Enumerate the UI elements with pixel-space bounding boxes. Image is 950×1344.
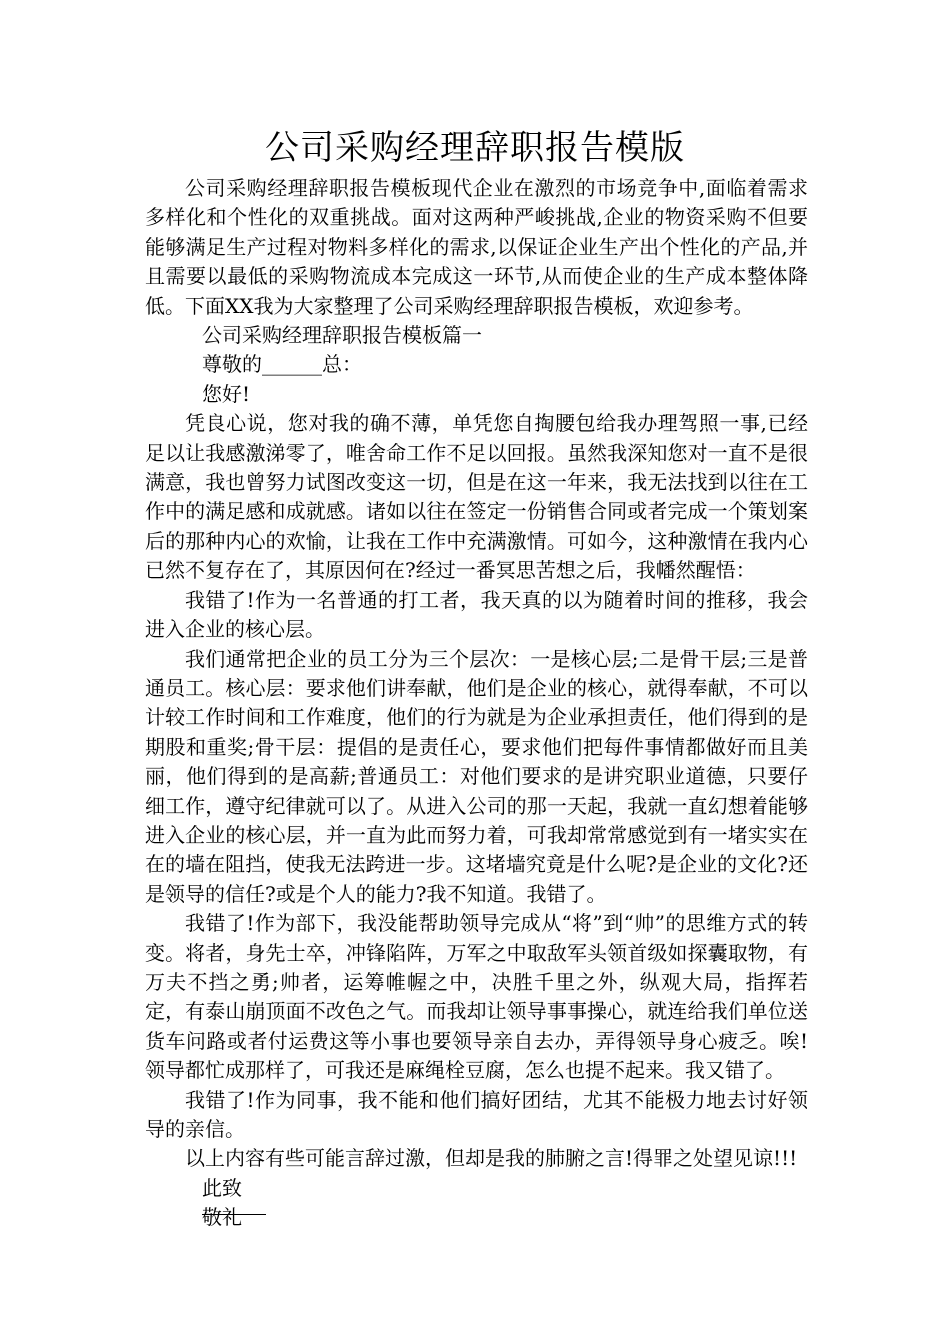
document-title: 公司采购经理辞职报告模版 [265, 128, 685, 168]
greeting: 您好! [202, 381, 251, 406]
salutation: 尊敬的______总： [202, 352, 362, 377]
body-paragraph: 凭良心说，您对我的确不薄，单凭您自掏腰包给我办理驾照一事,已经足以让我感激涕零了，唯舍命工作不足以回报。虽然我深知您对一直不是很满意，我也曾努力试图改变这一切，但是在这一年来，我无法找到以往在工作中的满足感和成就感。诸如以往在签定一份销售合同或者完成一个策划案后的那种内心的欢愉，让我在工作中充满激情。可如今，这种激情在我内心已然不复存在了，其原因何在?经过一番冥思苦想之后，我幡然醒悟： [145, 411, 808, 583]
intro-paragraph: 公司采购经理辞职报告模板现代企业在激烈的市场竞争中,面临着需求多样化和个性化的双重挑战。面对这两种严峻挑战,企业的物资采购不但要能够满足生产过程对物料多样化的需求,以保证企业生产出个性化的产品,并且需要以最低的采购物流成本完成这一环节,从而使企业的生产成本整体降低。下面XX我为大家整理了公司采购经理辞职报告模板，欢迎参考。 [145, 176, 808, 318]
closing-line-2: 敬礼 [202, 1205, 242, 1230]
body-paragraph: 我错了!作为一名普通的打工者，我天真的以为随着时间的推移，我会进入企业的核心层。 [145, 587, 808, 642]
body-paragraph: 我们通常把企业的员工分为三个层次：一是核心层;二是骨干层;三是普通员工。核心层：要求他们讲奉献，他们是企业的核心，就得奉献，不可以计较工作时间和工作难度，他们的行为就是为企业承担责任，他们得到的是期股和重奖;骨干层：提倡的是责任心，要求他们把每件事情都做好而且美丽，他们得到的是高薪;普通员工：对他们要求的是讲究职业道德，只要仔细工作，遵守纪律就可以了。从进入公司的那一天起，我就一直幻想着能够进入企业的核心层，并一直为此而努力着，可我却常常感觉到有一堵实实在在的墙在阻挡，使我无法跨进一步。这堵墙究竟是什么呢?是企业的文化?还是领导的信任?或是个人的能力?我不知道。我错了。 [145, 646, 808, 906]
body-paragraph: 我错了!作为同事，我不能和他们搞好团结，尤其不能极力地去讨好领导的亲信。 [145, 1087, 808, 1141]
body-paragraph: 以上内容有些可能言辞过激，但却是我的肺腑之言!得罪之处望见谅!!! [185, 1146, 798, 1171]
closing-line-1: 此致 [202, 1175, 242, 1200]
body-paragraph: 我错了!作为部下，我没能帮助领导完成从“将”到“帅”的思维方式的转变。将者，身先士卒，冲锋陷阵，万军之中取敌军头领首级如探囊取物，有万夫不挡之勇;帅者，运筹帷幄之中，决胜千里之外，纵观大局，指挥若定，有泰山崩顶面不改色之气。而我却让领导事事操心，就连给我们单位送货车问路或者付运费这等小事也要领导亲自去办，弄得领导身心疲乏。唉!领导都忙成那样了，可我还是麻绳栓豆腐，怎么也提不起来。我又错了。 [145, 911, 808, 1083]
document-body [145, 174, 808, 1233]
signature-line [202, 1214, 266, 1215]
section-heading: 公司采购经理辞职报告模板篇一 [202, 323, 482, 348]
